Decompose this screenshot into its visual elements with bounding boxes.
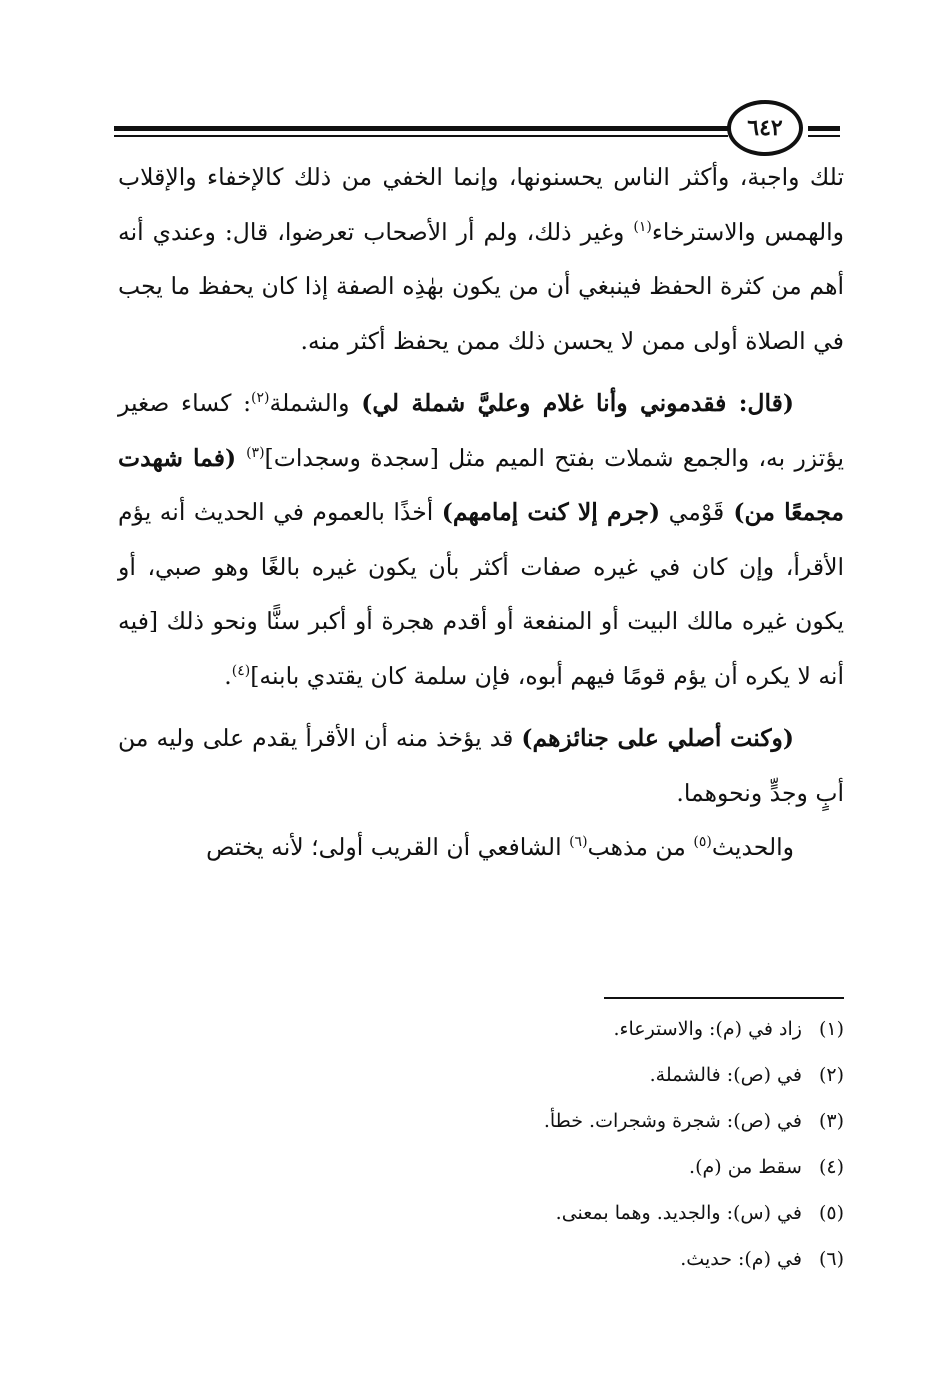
header-rule-thick: [114, 126, 728, 131]
footnote-ref-4[interactable]: (٤): [231, 662, 251, 679]
footnote-4: [300, 1144, 844, 1190]
footnote-6: [300, 1236, 844, 1282]
paragraph-4: [118, 820, 844, 875]
footnote-text: زاد في (م): والاسترعاء.: [613, 1018, 802, 1040]
header-rule-thin: [114, 135, 728, 137]
quoted-matn: (وكنت أصلي على جنائزهم): [521, 724, 794, 752]
text-run: والحديث: [711, 833, 794, 861]
quoted-matn: (جرم إلا كنت إمامهم): [441, 498, 661, 526]
footnote-1: [300, 1006, 844, 1052]
text-run: الشافعي أن القريب أولى؛ لأنه يختص: [206, 833, 570, 861]
footnote-text: في (ص): شجرة وشجرات. خطأ.: [543, 1110, 802, 1132]
text-run: .: [224, 661, 232, 690]
footnote-ref-3[interactable]: (٣): [246, 444, 265, 461]
text-run: قَوْمي: [660, 498, 725, 526]
footnote-text: في (ص): فالشملة.: [649, 1064, 802, 1086]
footnote-text: في (س): والجديد. وهما بمعنى.: [555, 1202, 802, 1224]
page-number: ٦٤٢: [727, 100, 803, 156]
footnote-ref-2[interactable]: (٢): [251, 390, 270, 407]
footnote-ref-6[interactable]: (٦): [569, 834, 588, 851]
footnote-text: سقط من (م).: [689, 1156, 802, 1178]
footnote-ref-1[interactable]: (١): [633, 218, 652, 235]
text-run: : كساء صغير يؤتزر به، والجمع شملات بفتح الميم مثل [سجدة وسجدات]: [118, 389, 844, 472]
footnote-number: (٥): [818, 1202, 844, 1224]
text-run: من مذهب: [587, 833, 694, 861]
header-rule-right-thin: [808, 135, 840, 137]
paragraph-2: [118, 376, 844, 703]
paragraph-1: [118, 150, 844, 368]
footnote-2: [300, 1052, 844, 1098]
footnote-3: [300, 1098, 844, 1144]
footnote-number: (٤): [818, 1156, 844, 1178]
footnote-5: [300, 1190, 844, 1236]
text-run: وغير ذلك، ولم أر الأصحاب تعرضوا، قال: وعندي أنه أهم من كثرة الحفظ فينبغي أن من يكون بهٰذِه الصفة إذا كان يحفظ ما يجب في الصلاة أولى ممن لا يحسن ذلك ممن يحفظ أكثر منه.: [118, 217, 844, 355]
footnote-number: (٦): [818, 1248, 844, 1270]
footnote-text: في (م): حديث.: [680, 1248, 802, 1270]
header-rule-right-thick: [808, 126, 840, 131]
footnotes: [300, 1006, 844, 1282]
paragraph-3: [118, 711, 844, 820]
text-run: قد يؤخذ منه أن الأقرأ يقدم على وليه من أبٍ وجدٍّ ونحوهما.: [118, 724, 844, 807]
footnote-number: (٢): [818, 1064, 844, 1086]
footnote-number: (٣): [818, 1110, 844, 1132]
footnote-ref-5[interactable]: (٥): [693, 834, 712, 851]
text-run: والشملة: [269, 389, 362, 417]
text-run: تلك واجبة، وأكثر الناس يحسنونها، وإنما الخفي من ذلك كالإخفاء والإقلاب والهمس والاسترخاء: [118, 163, 844, 246]
quoted-matn: (فما شهدت مجمعًا من): [118, 443, 844, 526]
quoted-matn: (قال: فقدموني وأنا غلام وعليَّ شملة لي): [361, 389, 794, 417]
text-run: أخذًا بالعموم في الحديث أنه يؤم الأقرأ، وإن كان في غيره صفات أكثر بأن يكون غيره بالغًا وهو صبي، أو يكون غيره مالك البيت أو المنفعة أو أقدم هجرة أو أكبر سنًّا ونحو ذلك [فيه أنه لا يكره أن يؤم قومًا فيهم أبوه، فإن سلمة كان يقتدي بابنه]: [118, 498, 844, 690]
main-text: [118, 150, 844, 875]
footnote-divider: [604, 997, 844, 999]
footnote-number: (١): [818, 1018, 844, 1040]
